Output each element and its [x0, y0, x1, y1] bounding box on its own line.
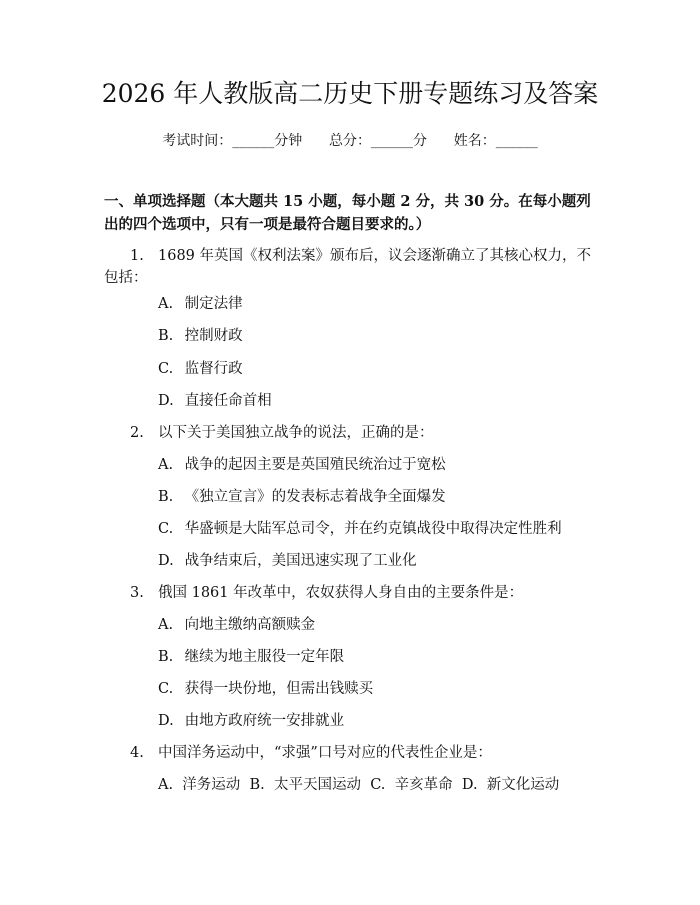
- option-text: 获得一块份地，但需出钱赎买: [184, 681, 374, 697]
- option-text: 监督行政: [184, 361, 243, 377]
- option-letter: D.: [158, 553, 174, 569]
- question-3-option-b: [158, 646, 598, 668]
- option-text: 《独立宣言》的发表标志着战争全面爆发: [184, 489, 446, 505]
- question-number: 4.: [130, 745, 144, 761]
- page-title: 2026 年人教版高二历史下册专题练习及答案: [101, 79, 599, 108]
- option-letter: C.: [158, 681, 174, 697]
- option-letter: B.: [158, 649, 174, 665]
- question-4-stem: [104, 742, 600, 764]
- question-1-option-d: [158, 390, 598, 412]
- option-letter: C.: [158, 521, 174, 537]
- option-text: 由地方政府统一安排就业: [184, 713, 345, 729]
- question-number: 2.: [130, 425, 144, 441]
- question-number: 1.: [130, 248, 144, 264]
- option-text: 直接任命首相: [184, 393, 272, 409]
- option-letter: B.: [158, 489, 174, 505]
- question-3-stem: [104, 582, 600, 604]
- question-2-stem: [104, 422, 600, 444]
- question-1-stem: [104, 245, 600, 289]
- name-label: 姓名：: [453, 133, 496, 149]
- question-2-option-c: [158, 518, 598, 540]
- question-text: 1689 年英国《权利法案》颁布后，议会逐渐确立了其核心权力，不包括：: [104, 248, 592, 286]
- question-2-option-d: [158, 550, 598, 572]
- option-text: 向地主缴纳高额赎金: [184, 617, 316, 633]
- score-unit: 分: [413, 133, 427, 149]
- option-letter: D.: [158, 393, 174, 409]
- question-4-options-inline: A. 洋务运动 B. 太平天国运动 C. 辛亥革命 D. 新文化运动: [158, 777, 560, 793]
- question-1-option-c: [158, 358, 598, 380]
- question-3-option-c: [158, 678, 598, 700]
- option-letter: A.: [158, 296, 174, 312]
- option-text: 控制财政: [184, 328, 243, 344]
- option-letter: A.: [158, 617, 174, 633]
- score-label: 总分：: [329, 133, 371, 149]
- question-number: 3.: [130, 585, 144, 601]
- question-2-option-b: [158, 486, 598, 508]
- option-text: 继续为地主服役一定年限: [184, 649, 345, 665]
- question-3-option-d: [158, 710, 598, 732]
- score-blank: ______: [371, 133, 413, 149]
- time-unit: 分钟: [274, 133, 303, 149]
- question-1-option-a: [158, 293, 598, 315]
- question-3-option-a: [158, 614, 598, 636]
- time-blank: ______: [232, 133, 275, 149]
- option-letter: D.: [158, 713, 174, 729]
- option-text: 战争的起因主要是英国殖民统治过于宽松: [184, 457, 446, 473]
- question-text: 俄国 1861 年改革中，农奴获得人身自由的主要条件是：: [158, 585, 524, 601]
- name-blank: ______: [495, 133, 538, 149]
- question-2-option-a: [158, 454, 598, 476]
- exam-info-line: [0, 131, 700, 151]
- time-label: 考试时间：: [162, 133, 233, 149]
- option-letter: A.: [158, 457, 174, 473]
- question-1-option-b: [158, 325, 598, 347]
- option-text: 制定法律: [184, 296, 243, 312]
- question-text: 以下关于美国独立战争的说法，正确的是：: [158, 425, 434, 441]
- question-text: 中国洋务运动中，“求强”口号对应的代表性企业是：: [158, 745, 492, 761]
- option-text: 战争结束后，美国迅速实现了工业化: [184, 553, 417, 569]
- option-letter: C.: [158, 361, 174, 377]
- option-letter: B.: [158, 328, 174, 344]
- section-heading: 一、单项选择题（本大题共 15 小题，每小题 2 分，共 30 分。在每小题列出的四个选项中，只有一项是最符合题目要求的。）: [104, 193, 591, 233]
- option-text: 华盛顿是大陆军总司令，并在约克镇战役中取得决定性胜利: [184, 521, 562, 537]
